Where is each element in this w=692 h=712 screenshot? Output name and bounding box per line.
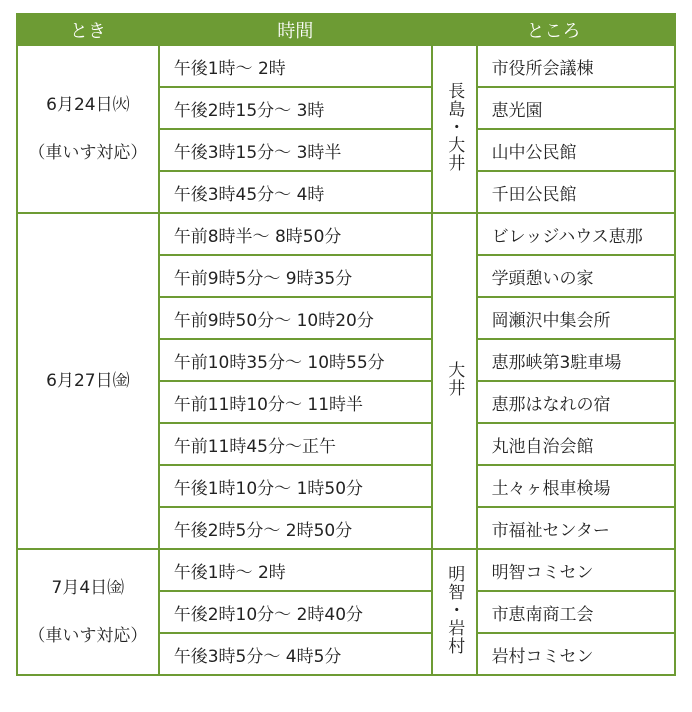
place-cell: 丸池自治会館 [477,423,675,465]
place-cell: 恵那峡第3駐車場 [477,339,675,381]
time-cell: 午前9時5分～ 9時35分 [159,255,432,297]
place-cell: 市恵南商工会 [477,591,675,633]
date-cell [17,549,159,675]
time-cell: 午後2時5分～ 2時50分 [159,507,432,549]
area-cell [432,45,477,213]
time-cell: 午後3時45分～ 4時 [159,171,432,213]
place-cell: 恵光園 [477,87,675,129]
header-row [17,14,675,45]
schedule-body [17,45,675,675]
place-cell: 山中公民館 [477,129,675,171]
place-cell: ビレッジハウス恵那 [477,213,675,255]
header-time: 時間 [159,14,432,45]
time-cell: 午後1時～ 2時 [159,45,432,87]
header-date: とき [17,14,159,45]
place-cell: 岩村コミセン [477,633,675,675]
place-cell: 市福祉センター [477,507,675,549]
time-cell: 午前11時10分～ 11時半 [159,381,432,423]
time-cell: 午後1時～ 2時 [159,549,432,591]
date-label: 6月27日㈮ [46,371,130,391]
area-cell [432,549,477,675]
table-row [17,45,675,87]
area-cell [432,213,477,549]
date-cell [17,213,159,549]
schedule-table [16,13,676,676]
time-cell: 午後2時10分～ 2時40分 [159,591,432,633]
place-cell: 市役所会議棟 [477,45,675,87]
place-cell: 土々ヶ根車検場 [477,465,675,507]
time-cell: 午前8時半～ 8時50分 [159,213,432,255]
area-label: 明智・岩村 [444,564,465,655]
time-cell: 午前10時35分～ 10時55分 [159,339,432,381]
place-cell: 岡瀬沢中集会所 [477,297,675,339]
table-row [17,213,675,255]
area-label: 大井 [444,360,465,397]
date-note: （車いす対応） [28,143,148,163]
header-place: ところ [432,14,675,45]
time-cell: 午後1時10分～ 1時50分 [159,465,432,507]
time-cell: 午後2時15分～ 3時 [159,87,432,129]
table-row [17,549,675,591]
time-cell: 午後3時15分～ 3時半 [159,129,432,171]
place-cell: 学頭憩いの家 [477,255,675,297]
date-cell [17,45,159,213]
area-label: 長島・大井 [444,81,465,172]
place-cell: 明智コミセン [477,549,675,591]
time-cell: 午前11時45分～正午 [159,423,432,465]
date-label: 7月4日㈮ [51,578,125,598]
time-cell: 午前9時50分～ 10時20分 [159,297,432,339]
place-cell: 恵那はなれの宿 [477,381,675,423]
date-label: 6月24日㈫ [46,95,130,115]
date-note: （車いす対応） [28,626,148,646]
time-cell: 午後3時5分～ 4時5分 [159,633,432,675]
place-cell: 千田公民館 [477,171,675,213]
